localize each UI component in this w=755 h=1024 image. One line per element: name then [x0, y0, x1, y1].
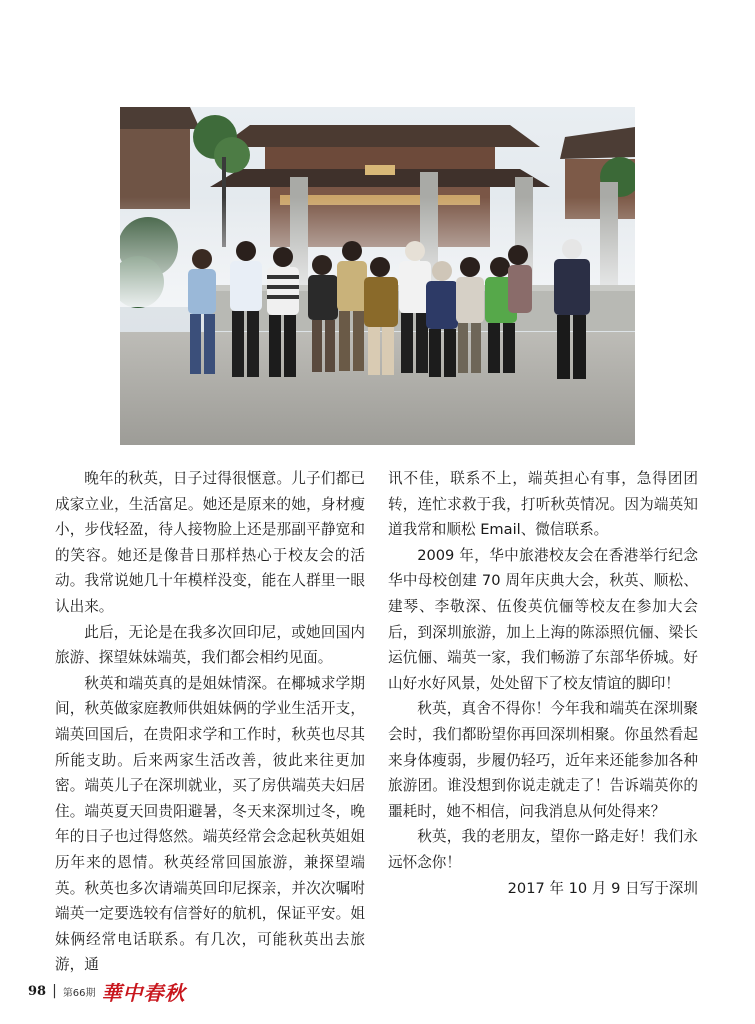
article-signature: 2017 年 10 月 9 日写于深圳 — [507, 879, 698, 897]
temple-group-photo-illustration — [120, 107, 635, 445]
article-paragraph: 2009 年，华中旅港校友会在香港举行纪念华中母校创建 70 周年庆典大会，秋英、顺松、建琴、李敬深、伍俊英伉俪等校友在参加大会后，到深圳旅游，加上上海的陈添照伉俪、梁长运伉俪、端英一家，我们畅游了东部华侨城。好山好水好风景，处处留下了校友情谊的脚印！ — [388, 546, 698, 692]
group-photo — [120, 107, 635, 445]
article-paragraph: 晚年的秋英，日子过得很惬意。儿子们都已成家立业，生活富足。她还是原来的她，身材瘦小，步伐轻盈，待人接物脸上还是那副平静宽和的笑容。她还是像昔日那样热心于校友会的活动。我常说她几十年模样没变，能在人群里一眼认出来。 — [55, 470, 365, 615]
page-number: 98 — [28, 983, 47, 999]
article-paragraph: 此后，无论是在我多次回印尼，或她回国内旅游、探望妹妹端英，我们都会相约见面。 — [55, 623, 365, 667]
article-right-column — [388, 466, 698, 901]
page-footer — [28, 976, 186, 1006]
article-paragraph: 秋英和端英真的是姐妹情深。在椰城求学期间，秋英做家庭教师供姐妹俩的学业生活开支，端英回国后，在贵阳求学和工作时，秋英也尽其所能支助。后来两家生活改善，彼此来往更加密。端英儿子在深圳就业，买了房供端英夫妇居住。端英夏天回贵阳避暑，冬天来深圳过冬，晚年的日子也过得悠然。端英经常会念起秋英姐姐历年来的恩情。秋英经常回国旅游，兼探望端英。秋英也多次请端英回印尼探亲，并次次嘱咐端英一定要选较有信誉好的航机，保证平安。姐妹俩经常电话联系。有几次，可能秋英出去旅游，通 — [55, 674, 365, 974]
article-left-column — [55, 466, 365, 978]
article-paragraph: 秋英，真舍不得你！今年我和端英在深圳聚会时，我们都盼望你再回深圳相聚。你虽然看起来身体瘦弱，步履仍轻巧，近年来还能参加各种旅游团。谁没想到你说走就走了！告诉端英你的噩耗时，她不相信，问我消息从何处得来？ — [388, 700, 698, 820]
article-paragraph-continued: 讯不佳，联系不上，端英担心有事，急得团团转，连忙求救于我，打听秋英情况。因为端英知道我常和顺松 Email、微信联系。 — [388, 470, 698, 539]
footer-separator: | — [52, 983, 57, 999]
article-paragraph: 秋英，我的老朋友，望你一路走好！我们永远怀念你！ — [388, 828, 698, 871]
magazine-logo: 華中春秋 — [101, 980, 186, 1005]
issue-number: 第66期 — [62, 987, 96, 999]
